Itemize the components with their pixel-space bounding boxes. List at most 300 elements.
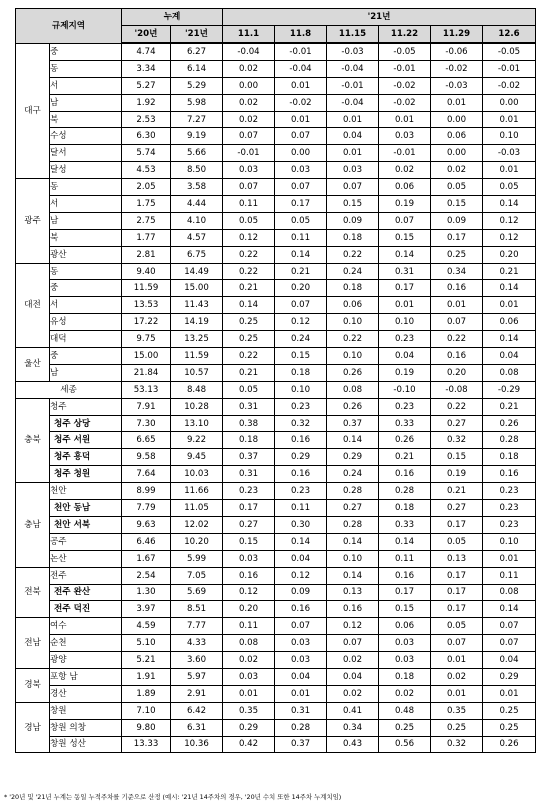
- value-cell: 0.18: [379, 668, 431, 685]
- value-cell: 0.14: [483, 331, 536, 348]
- value-cell: 0.17: [431, 567, 483, 584]
- table-row: [16, 736, 536, 753]
- value-cell: 0.11: [275, 500, 327, 517]
- value-cell: 0.08: [483, 364, 536, 381]
- value-cell: 5.98: [171, 94, 223, 111]
- value-cell: 0.15: [379, 601, 431, 618]
- value-cell: 7.10: [122, 702, 171, 719]
- district-cell: 순천: [50, 635, 122, 652]
- value-cell: 10.57: [171, 364, 223, 381]
- price-change-table: [15, 8, 536, 753]
- value-cell: 0.12: [275, 314, 327, 331]
- value-cell: 0.29: [483, 668, 536, 685]
- table-row: [16, 145, 536, 162]
- value-cell: 0.04: [275, 668, 327, 685]
- value-cell: 0.25: [483, 719, 536, 736]
- district-cell: 동: [50, 60, 122, 77]
- value-cell: -0.01: [327, 77, 379, 94]
- value-cell: 0.26: [379, 432, 431, 449]
- value-cell: -0.01: [379, 145, 431, 162]
- value-cell: 10.28: [171, 398, 223, 415]
- value-cell: -0.02: [431, 60, 483, 77]
- table-row: [16, 466, 536, 483]
- value-cell: 9.40: [122, 263, 171, 280]
- value-cell: 0.31: [223, 398, 275, 415]
- value-cell: 0.01: [275, 111, 327, 128]
- value-cell: 0.12: [483, 212, 536, 229]
- value-cell: -0.08: [431, 381, 483, 398]
- value-cell: 0.24: [327, 466, 379, 483]
- value-cell: 0.25: [431, 719, 483, 736]
- value-cell: 0.26: [327, 364, 379, 381]
- value-cell: 13.53: [122, 297, 171, 314]
- value-cell: 0.25: [431, 246, 483, 263]
- value-cell: 0.22: [223, 263, 275, 280]
- district-cell: 북: [50, 229, 122, 246]
- col-21-header: '21년: [171, 26, 223, 44]
- value-cell: 0.04: [483, 348, 536, 365]
- value-cell: 11.43: [171, 297, 223, 314]
- value-cell: 1.67: [122, 550, 171, 567]
- value-cell: 0.16: [223, 567, 275, 584]
- value-cell: 0.14: [483, 196, 536, 213]
- value-cell: 0.38: [223, 415, 275, 432]
- value-cell: 0.32: [275, 415, 327, 432]
- value-cell: 13.33: [122, 736, 171, 753]
- value-cell: 3.60: [171, 652, 223, 669]
- table-row: [16, 381, 536, 398]
- value-cell: 9.19: [171, 128, 223, 145]
- district-cell: 청주 흥덕: [50, 449, 122, 466]
- value-cell: -0.05: [483, 43, 536, 60]
- value-cell: 0.16: [327, 601, 379, 618]
- value-cell: 1.77: [122, 229, 171, 246]
- value-cell: 0.27: [431, 415, 483, 432]
- week-header: 11.22: [379, 26, 431, 44]
- value-cell: 0.01: [483, 297, 536, 314]
- value-cell: 0.00: [431, 145, 483, 162]
- value-cell: 0.25: [223, 331, 275, 348]
- value-cell: 0.04: [327, 128, 379, 145]
- value-cell: 8.50: [171, 162, 223, 179]
- value-cell: 0.28: [275, 719, 327, 736]
- region-cell: 충남: [16, 483, 50, 567]
- value-cell: -0.02: [379, 77, 431, 94]
- value-cell: -0.02: [483, 77, 536, 94]
- col-20-header: '20년: [122, 26, 171, 44]
- value-cell: 5.69: [171, 584, 223, 601]
- value-cell: 4.53: [122, 162, 171, 179]
- value-cell: 0.25: [223, 314, 275, 331]
- value-cell: 0.09: [431, 212, 483, 229]
- district-cell: 포항 남: [50, 668, 122, 685]
- value-cell: 0.11: [379, 550, 431, 567]
- value-cell: 0.34: [327, 719, 379, 736]
- region-cell: 경북: [16, 668, 50, 702]
- value-cell: 0.01: [431, 94, 483, 111]
- value-cell: 0.04: [275, 550, 327, 567]
- value-cell: 14.49: [171, 263, 223, 280]
- value-cell: 5.29: [171, 77, 223, 94]
- value-cell: 0.05: [223, 381, 275, 398]
- value-cell: 0.28: [379, 483, 431, 500]
- value-cell: 14.19: [171, 314, 223, 331]
- region-header: 규제지역: [16, 9, 122, 44]
- value-cell: 0.09: [275, 584, 327, 601]
- value-cell: 0.01: [379, 297, 431, 314]
- value-cell: -0.01: [379, 60, 431, 77]
- table-body-sejong: [16, 381, 536, 398]
- value-cell: 0.22: [223, 348, 275, 365]
- value-cell: 0.02: [431, 668, 483, 685]
- value-cell: 0.17: [431, 584, 483, 601]
- value-cell: 0.16: [379, 567, 431, 584]
- table-row: [16, 94, 536, 111]
- value-cell: 0.00: [431, 111, 483, 128]
- value-cell: 0.22: [431, 398, 483, 415]
- value-cell: 5.10: [122, 635, 171, 652]
- value-cell: 0.10: [275, 381, 327, 398]
- region-cell: 전북: [16, 567, 50, 618]
- table-body-bottom: [16, 398, 536, 753]
- footnote: * '20년 및 '21년 누계는 동일 누적주차를 기준으로 산정 (예시: '21년 14주차의 경우, '20년 수치 또한 14주차 누계치임): [4, 793, 342, 801]
- value-cell: 0.23: [483, 483, 536, 500]
- value-cell: 0.16: [431, 280, 483, 297]
- value-cell: 0.37: [327, 415, 379, 432]
- value-cell: 0.23: [483, 516, 536, 533]
- district-cell: 천안: [50, 483, 122, 500]
- value-cell: 0.07: [223, 128, 275, 145]
- value-cell: 0.07: [275, 618, 327, 635]
- value-cell: 53.13: [122, 381, 171, 398]
- value-cell: 11.05: [171, 500, 223, 517]
- table-row: [16, 533, 536, 550]
- value-cell: 11.59: [122, 280, 171, 297]
- value-cell: 0.05: [431, 179, 483, 196]
- district-cell: 전주 완산: [50, 584, 122, 601]
- district-cell: 북: [50, 111, 122, 128]
- value-cell: 0.01: [223, 685, 275, 702]
- sejong-cell: 세종: [16, 381, 122, 398]
- value-cell: 3.58: [171, 179, 223, 196]
- table-row: [16, 483, 536, 500]
- value-cell: 0.28: [327, 483, 379, 500]
- value-cell: 4.74: [122, 43, 171, 60]
- value-cell: -0.10: [379, 381, 431, 398]
- value-cell: 0.01: [431, 297, 483, 314]
- value-cell: 0.07: [275, 297, 327, 314]
- table-row: [16, 162, 536, 179]
- value-cell: 0.07: [327, 179, 379, 196]
- value-cell: 0.19: [379, 364, 431, 381]
- value-cell: 7.79: [122, 500, 171, 517]
- value-cell: 0.10: [327, 314, 379, 331]
- value-cell: 0.02: [223, 94, 275, 111]
- y21-header: '21년: [223, 9, 536, 26]
- value-cell: 0.09: [327, 212, 379, 229]
- value-cell: 0.02: [431, 162, 483, 179]
- value-cell: 0.14: [379, 533, 431, 550]
- value-cell: 4.33: [171, 635, 223, 652]
- value-cell: 0.22: [431, 331, 483, 348]
- table-row: [16, 601, 536, 618]
- value-cell: 0.14: [379, 246, 431, 263]
- value-cell: 9.45: [171, 449, 223, 466]
- value-cell: 0.07: [379, 212, 431, 229]
- value-cell: 0.18: [327, 280, 379, 297]
- value-cell: 0.30: [275, 516, 327, 533]
- value-cell: 0.23: [379, 398, 431, 415]
- value-cell: 5.27: [122, 77, 171, 94]
- value-cell: 0.17: [223, 500, 275, 517]
- week-header: 11.29: [431, 26, 483, 44]
- district-cell: 중: [50, 280, 122, 297]
- district-cell: 공주: [50, 533, 122, 550]
- value-cell: -0.29: [483, 381, 536, 398]
- value-cell: 0.29: [223, 719, 275, 736]
- value-cell: 0.21: [431, 483, 483, 500]
- table-row: [16, 500, 536, 517]
- value-cell: 0.18: [223, 432, 275, 449]
- value-cell: 0.01: [483, 162, 536, 179]
- value-cell: -0.04: [327, 94, 379, 111]
- value-cell: -0.04: [327, 60, 379, 77]
- table-row: [16, 449, 536, 466]
- value-cell: 4.57: [171, 229, 223, 246]
- value-cell: 0.07: [483, 618, 536, 635]
- value-cell: -0.03: [327, 43, 379, 60]
- value-cell: 0.11: [223, 196, 275, 213]
- table-row: [16, 196, 536, 213]
- value-cell: 0.01: [275, 77, 327, 94]
- value-cell: 0.11: [223, 618, 275, 635]
- value-cell: 2.75: [122, 212, 171, 229]
- value-cell: 11.66: [171, 483, 223, 500]
- value-cell: 0.01: [431, 652, 483, 669]
- value-cell: 0.16: [431, 348, 483, 365]
- region-cell: 전남: [16, 618, 50, 669]
- table-row: [16, 77, 536, 94]
- value-cell: 13.25: [171, 331, 223, 348]
- value-cell: 0.31: [223, 466, 275, 483]
- value-cell: 12.02: [171, 516, 223, 533]
- value-cell: 13.10: [171, 415, 223, 432]
- table-row: [16, 618, 536, 635]
- value-cell: 0.17: [431, 516, 483, 533]
- table-row: [16, 331, 536, 348]
- value-cell: 0.21: [483, 263, 536, 280]
- value-cell: 0.20: [223, 601, 275, 618]
- value-cell: 0.10: [327, 348, 379, 365]
- value-cell: -0.02: [379, 94, 431, 111]
- value-cell: 0.03: [327, 162, 379, 179]
- value-cell: 0.25: [379, 719, 431, 736]
- value-cell: 0.06: [379, 179, 431, 196]
- district-cell: 창원 의창: [50, 719, 122, 736]
- value-cell: 0.28: [483, 432, 536, 449]
- value-cell: 0.24: [275, 331, 327, 348]
- value-cell: 0.00: [483, 94, 536, 111]
- value-cell: 8.48: [171, 381, 223, 398]
- table-row: [16, 685, 536, 702]
- value-cell: -0.06: [431, 43, 483, 60]
- district-cell: 여수: [50, 618, 122, 635]
- value-cell: 0.34: [431, 263, 483, 280]
- value-cell: 0.07: [327, 635, 379, 652]
- value-cell: 0.02: [223, 111, 275, 128]
- value-cell: 0.17: [379, 280, 431, 297]
- value-cell: 0.06: [483, 314, 536, 331]
- district-cell: 달성: [50, 162, 122, 179]
- value-cell: 1.30: [122, 584, 171, 601]
- value-cell: 0.07: [483, 635, 536, 652]
- value-cell: 0.12: [275, 567, 327, 584]
- value-cell: 0.20: [431, 364, 483, 381]
- district-cell: 창원: [50, 702, 122, 719]
- district-cell: 서: [50, 297, 122, 314]
- district-cell: 전주 덕진: [50, 601, 122, 618]
- value-cell: 0.04: [379, 348, 431, 365]
- value-cell: 0.01: [483, 550, 536, 567]
- value-cell: 0.16: [275, 601, 327, 618]
- value-cell: 0.37: [223, 449, 275, 466]
- district-cell: 중: [50, 348, 122, 365]
- value-cell: 0.41: [327, 702, 379, 719]
- value-cell: 0.32: [431, 432, 483, 449]
- value-cell: 6.31: [171, 719, 223, 736]
- value-cell: 0.18: [379, 500, 431, 517]
- value-cell: -0.04: [223, 43, 275, 60]
- value-cell: 0.01: [275, 685, 327, 702]
- value-cell: 0.23: [275, 398, 327, 415]
- value-cell: 0.14: [223, 297, 275, 314]
- value-cell: 6.75: [171, 246, 223, 263]
- value-cell: 6.27: [171, 43, 223, 60]
- value-cell: 0.03: [379, 635, 431, 652]
- value-cell: 3.34: [122, 60, 171, 77]
- value-cell: 0.00: [275, 145, 327, 162]
- value-cell: 15.00: [171, 280, 223, 297]
- value-cell: 0.03: [223, 668, 275, 685]
- value-cell: -0.03: [431, 77, 483, 94]
- region-cell: 충북: [16, 398, 50, 482]
- value-cell: -0.04: [275, 60, 327, 77]
- value-cell: 1.91: [122, 668, 171, 685]
- value-cell: 2.81: [122, 246, 171, 263]
- district-cell: 천안 서북: [50, 516, 122, 533]
- district-cell: 청주 서원: [50, 432, 122, 449]
- value-cell: 0.23: [483, 500, 536, 517]
- value-cell: 0.10: [327, 550, 379, 567]
- value-cell: 7.30: [122, 415, 171, 432]
- value-cell: 0.08: [223, 635, 275, 652]
- value-cell: 0.14: [327, 567, 379, 584]
- value-cell: 0.02: [223, 652, 275, 669]
- value-cell: 6.46: [122, 533, 171, 550]
- value-cell: 0.15: [431, 196, 483, 213]
- table-row: [16, 246, 536, 263]
- value-cell: 0.05: [431, 533, 483, 550]
- table-row: [16, 415, 536, 432]
- district-cell: 광산: [50, 246, 122, 263]
- value-cell: 0.14: [327, 533, 379, 550]
- value-cell: 0.27: [327, 500, 379, 517]
- district-cell: 동: [50, 263, 122, 280]
- value-cell: 5.97: [171, 668, 223, 685]
- value-cell: -0.01: [223, 145, 275, 162]
- value-cell: 0.01: [327, 111, 379, 128]
- value-cell: 9.22: [171, 432, 223, 449]
- value-cell: 5.66: [171, 145, 223, 162]
- value-cell: 0.04: [483, 652, 536, 669]
- value-cell: 0.14: [275, 533, 327, 550]
- week-header: 11.15: [327, 26, 379, 44]
- value-cell: 7.77: [171, 618, 223, 635]
- region-cell: 대구: [16, 43, 50, 179]
- value-cell: 0.42: [223, 736, 275, 753]
- value-cell: 0.12: [327, 618, 379, 635]
- value-cell: 0.12: [483, 229, 536, 246]
- value-cell: 0.21: [275, 263, 327, 280]
- value-cell: 0.16: [483, 466, 536, 483]
- value-cell: 0.07: [275, 179, 327, 196]
- district-cell: 청주: [50, 398, 122, 415]
- table-row: [16, 652, 536, 669]
- value-cell: 0.29: [327, 449, 379, 466]
- table-row: [16, 348, 536, 365]
- district-cell: 청주 상당: [50, 415, 122, 432]
- value-cell: 0.01: [327, 145, 379, 162]
- value-cell: 0.03: [275, 162, 327, 179]
- value-cell: 1.75: [122, 196, 171, 213]
- value-cell: 0.18: [327, 229, 379, 246]
- value-cell: 0.00: [223, 77, 275, 94]
- table-row: [16, 567, 536, 584]
- value-cell: 0.12: [223, 584, 275, 601]
- value-cell: 0.16: [275, 432, 327, 449]
- value-cell: 1.89: [122, 685, 171, 702]
- value-cell: 5.21: [122, 652, 171, 669]
- value-cell: 0.03: [223, 162, 275, 179]
- district-cell: 전주: [50, 567, 122, 584]
- district-cell: 논산: [50, 550, 122, 567]
- table-body-top: [16, 43, 536, 381]
- value-cell: 0.21: [223, 280, 275, 297]
- value-cell: 0.10: [483, 533, 536, 550]
- value-cell: 7.91: [122, 398, 171, 415]
- district-cell: 중: [50, 43, 122, 60]
- value-cell: 0.18: [275, 364, 327, 381]
- region-cell: 울산: [16, 348, 50, 382]
- value-cell: -0.05: [379, 43, 431, 60]
- value-cell: 0.24: [327, 263, 379, 280]
- header-row-top: [16, 9, 536, 26]
- value-cell: 0.05: [431, 618, 483, 635]
- value-cell: 4.59: [122, 618, 171, 635]
- district-cell: 광양: [50, 652, 122, 669]
- value-cell: 2.53: [122, 111, 171, 128]
- value-cell: 0.17: [275, 196, 327, 213]
- value-cell: 0.08: [327, 381, 379, 398]
- value-cell: 0.05: [483, 179, 536, 196]
- value-cell: 0.04: [327, 668, 379, 685]
- region-cell: 대전: [16, 263, 50, 347]
- value-cell: 0.03: [379, 128, 431, 145]
- value-cell: 0.03: [223, 550, 275, 567]
- table-row: [16, 550, 536, 567]
- value-cell: 0.43: [327, 736, 379, 753]
- table-row: [16, 297, 536, 314]
